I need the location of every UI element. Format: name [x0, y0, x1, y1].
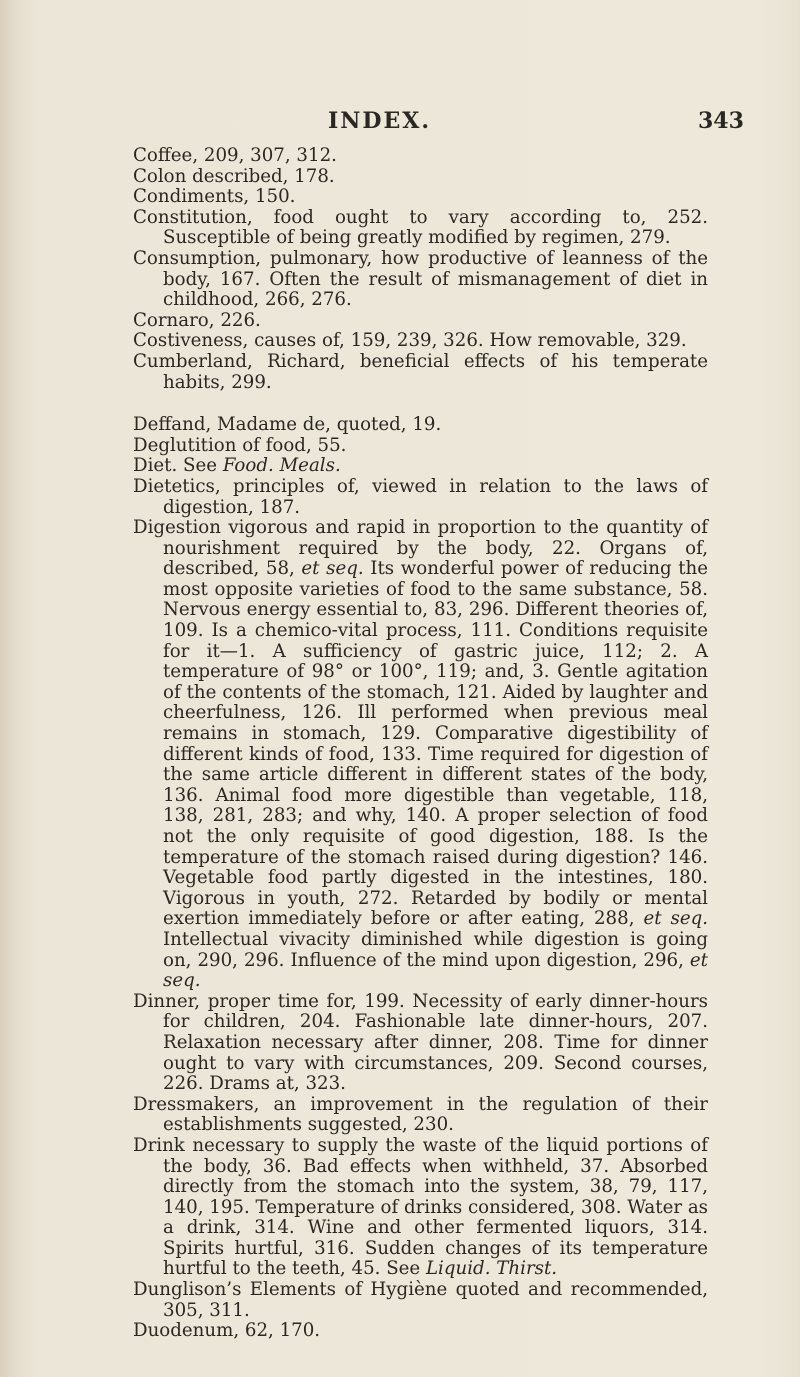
index-entry-condiments: Condiments, 150.: [133, 186, 296, 208]
index-entries: [133, 146, 708, 1342]
index-entry-drink: [133, 1136, 708, 1280]
index-entry-dietetics: Dietetics, principles of, viewed in relation to the laws of digestion, 187.: [133, 475, 708, 518]
page-header: [0, 108, 800, 138]
index-entry-duodenum: Duodenum, 62, 170.: [133, 1320, 321, 1342]
index-entry-dunglison: Dunglison’s Elements of Hygiène quoted and recommended, 305, 311.: [133, 1279, 708, 1321]
page-number: 343: [698, 108, 744, 134]
entry-text: Intellectual vivacity diminished while digestion is going on, 290, 296. Influence of the mind upon digestion, 296,: [163, 928, 708, 971]
entry-text: Its wonderful power of reducing the most opposite varieties of food to the same substance, 58. Nervous energy essential to, 83, 296. Different theories of, 109. Is a chemico-vital process, 111. Conditions requisite for it—1. A sufficiency of gastric juice, 112; 2. A temperature of 98° or 100°, 119; and, 3. Gentle agitation of the contents of the stomach, 121. Aided by laughter and cheerfulness, 126. Ill performed when previous meal remains in stomach, 129. Comparative digestibility of different kinds of food, 133. Time required for digestion of the same article different in different states of the body, 136. Animal food more digestible than vegetable, 118, 138, 281, 283; and why, 140. A proper selection of food not the only requisite of good digestion, 188. Is the temperature of the stomach raised during digestion? 146. Vegetable food partly digested in the intestines, 180. Vigorous in youth, 272. Retarded by bodily or mental exertion immediately before or after eating, 288,: [163, 558, 708, 930]
entry-text: Drink necessary to supply the waste of the liquid portions of the body, 36. Bad effects when withheld, 37. Absorbed directly from the stomach into the system, 38, 79, 117, 140, 195. Temperature of drinks considered, 308. Water as a drink, 314. Wine and other fermented liquors, 314. Spirits hurtful, 316. Sudden changes of its temperature hurtful to the teeth, 45. See: [133, 1134, 708, 1280]
entry-text: Diet. See: [133, 455, 223, 477]
index-entry-costiveness: Costiveness, causes of, 159, 239, 326. How removable, 329.: [133, 330, 687, 352]
index-entry-deffand: Deffand, Madame de, quoted, 19.: [133, 414, 442, 436]
cross-reference: Thirst.: [496, 1258, 558, 1280]
et-seq: et seq.: [163, 949, 708, 992]
section-gap: [133, 393, 708, 415]
index-entry-cornaro: Cornaro, 226.: [133, 309, 261, 331]
index-entry-consumption: Consumption, pulmonary, how productive of leanness of the body, 167. Often the result of mismanagement of diet in childhood, 266, 276.: [133, 247, 708, 311]
entry-text: Digestion vigorous and rapid in proportion to the quantity of nourishment required by the body, 22. Organs of, described, 58,: [133, 517, 708, 580]
index-entry-diet: [133, 456, 708, 477]
running-title: INDEX.: [328, 108, 431, 134]
et-seq: et seq.: [643, 908, 709, 930]
index-entry-coffee: Coffee, 209, 307, 312.: [133, 145, 337, 166]
index-entry-deglutition: Deglutition of food, 55.: [133, 434, 347, 456]
index-entry-cumberland: Cumberland, Richard, beneficial effects of his temperate habits, 299.: [133, 350, 708, 393]
index-entry-digestion: [133, 518, 708, 992]
cross-reference: Liquid.: [425, 1258, 491, 1280]
index-entry-dinner: Dinner, proper time for, 199. Necessity of early dinner-hours for children, 204. Fashionable late dinner-hours, 207. Relaxation necessary after dinner, 208. Time for dinner ought to vary with circumstances, 209. Second courses, 226. Drams at, 323.: [133, 990, 708, 1095]
index-entry-dressmakers: Dressmakers, an improvement in the regulation of their establishments suggested, 230.: [133, 1093, 708, 1136]
index-entry-colon: Colon described, 178.: [133, 165, 335, 187]
index-entry-constitution: Constitution, food ought to vary according to, 252. Susceptible of being greatly modified by regimen, 279.: [133, 206, 708, 249]
cross-reference: Meals.: [279, 455, 341, 477]
cross-reference: Food.: [222, 455, 274, 477]
et-seq: et seq.: [301, 558, 364, 580]
